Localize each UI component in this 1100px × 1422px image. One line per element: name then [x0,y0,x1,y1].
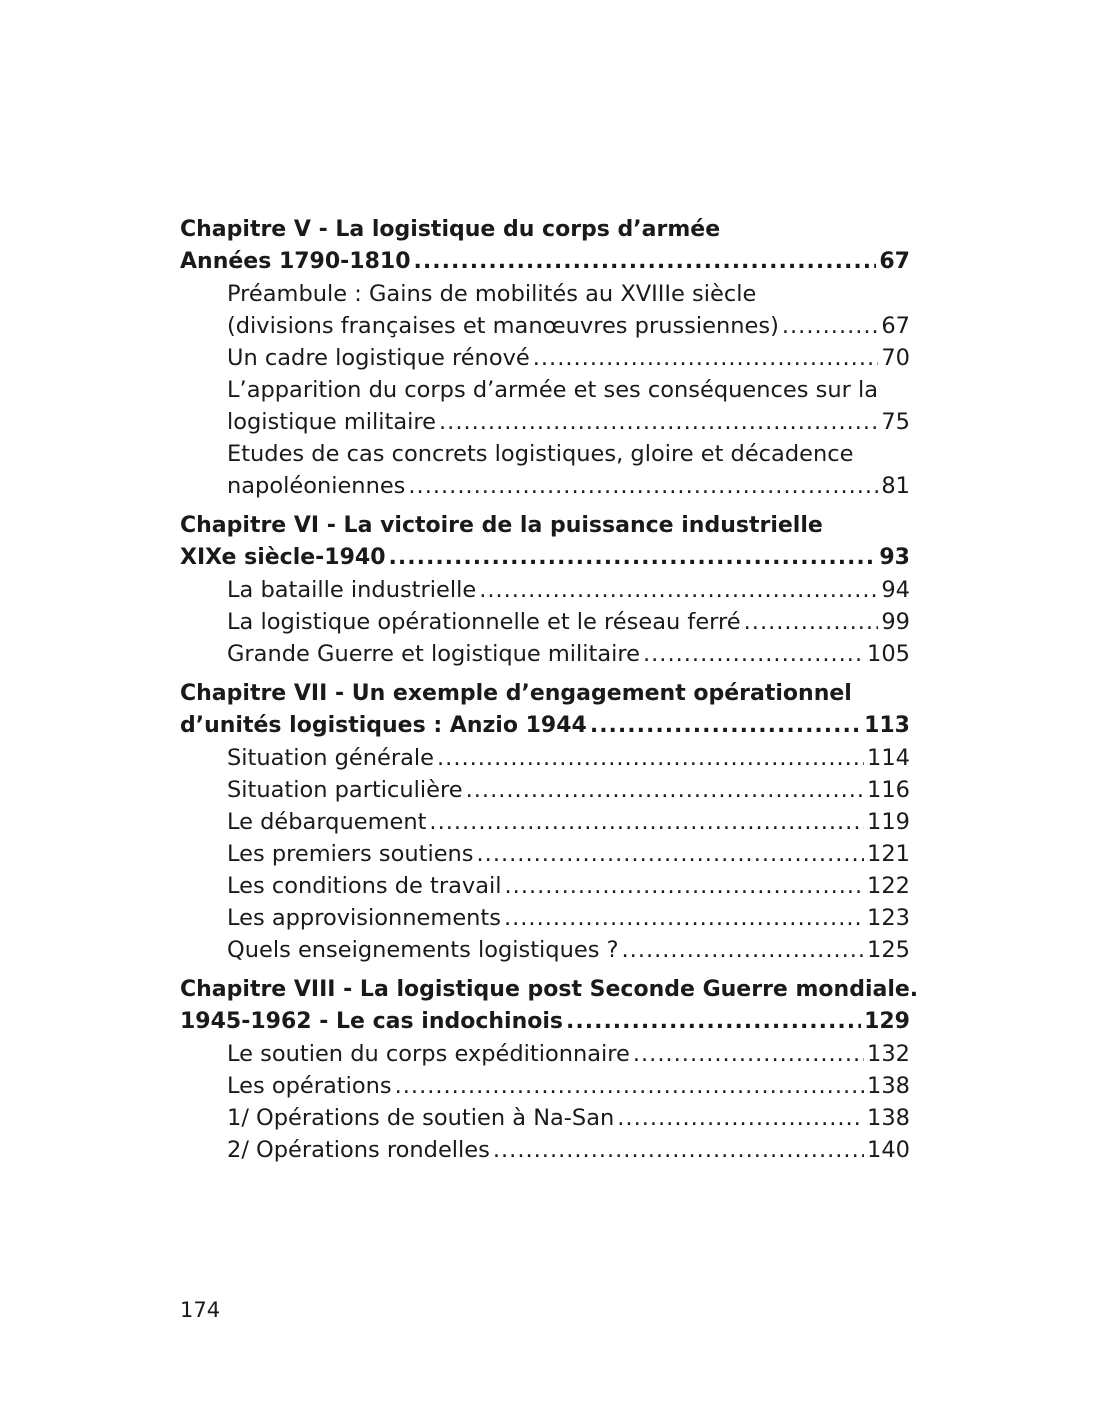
chapter-title-line: Chapitre V - La logistique du corps d’armée [180,217,721,242]
chapter-entry-label: 1945-1962 - Le cas indochinois [180,1009,564,1034]
chapter-heading [180,974,919,1038]
chapter-title-line: Chapitre VII - Un exemple d’engagement opérationnel [180,681,852,706]
dot-leader [466,774,864,806]
section-entry[interactable] [180,342,910,374]
dot-leader [437,742,864,774]
chapter-block [180,510,910,670]
section-entry-page: 70 [881,345,910,371]
dot-leader [633,1038,864,1070]
section-entry-page: 75 [881,409,910,435]
section-entry[interactable] [180,470,910,502]
section-entry-label: Situation générale [227,745,435,771]
section-entry-label: 1/ Opérations de soutien à Na-San [227,1105,615,1131]
section-entry-page: 138 [867,1105,910,1131]
chapter-entry[interactable] [180,542,910,574]
dot-leader [617,1102,864,1134]
chapter-entry[interactable] [180,710,910,742]
section-title-line: L’apparition du corps d’armée et ses conséquences sur la [227,377,879,403]
chapter-block [180,974,919,1166]
section-entry-page: 122 [867,873,910,899]
dot-leader [429,806,864,838]
dot-leader [782,310,878,342]
chapter-entry-page: 93 [879,545,910,570]
dot-leader [414,246,877,278]
chapter-block [180,678,910,966]
section-entry-page: 81 [881,473,910,499]
section-entry-label: Grande Guerre et logistique militaire [227,641,640,667]
section-entry-label: La logistique opérationnelle et le réseau ferré [227,609,741,635]
section-entry[interactable] [180,1102,910,1134]
section-entry-page: 125 [867,937,910,963]
section-entry-label: 2/ Opérations rondelles [227,1137,490,1163]
chapter-entry-page: 67 [879,249,910,274]
section-entry-page: 99 [881,609,910,635]
section-entry[interactable] [180,1134,910,1166]
section-entry-page: 138 [867,1073,910,1099]
chapter-heading [180,214,910,278]
section-entry-label: Les approvisionnements [227,905,501,931]
section-title-line: Préambule : Gains de mobilités au XVIIIe siècle [227,281,757,307]
dot-leader [533,342,879,374]
dot-leader [477,838,865,870]
section-entry-label: Les conditions de travail [227,873,502,899]
section-entry[interactable] [180,870,910,902]
dot-leader [395,1070,864,1102]
chapter-entry[interactable] [180,246,910,278]
section-entry[interactable] [180,902,910,934]
section-entry-page: 123 [867,905,910,931]
section-entry-label: (divisions françaises et manœuvres prussiennes) [227,313,779,339]
section-entry-page: 116 [867,777,910,803]
dot-leader [504,902,864,934]
section-entry-label: Les premiers soutiens [227,841,474,867]
chapter-block [180,214,910,502]
section-entry-label: Le soutien du corps expéditionnaire [227,1041,630,1067]
chapter-entry-page: 129 [864,1009,910,1034]
section-entry-page: 140 [867,1137,910,1163]
section-entry-label: Le débarquement [227,809,427,835]
section-entry-label: Situation particulière [227,777,463,803]
section-entry-label: logistique militaire [227,409,437,435]
section-entry[interactable] [180,574,910,606]
dot-leader [643,638,864,670]
dot-leader [439,406,878,438]
chapter-heading [180,678,910,742]
section-entry[interactable] [180,934,910,966]
section-entry[interactable] [180,838,910,870]
dot-leader [479,574,878,606]
section-title-line: Etudes de cas concrets logistiques, gloire et décadence [227,441,854,467]
chapter-entry-label: XIXe siècle-1940 [180,545,386,570]
section-entry[interactable] [180,638,910,670]
section-entry[interactable] [180,742,910,774]
dot-leader [744,606,879,638]
chapter-entry-label: d’unités logistiques : Anzio 1944 [180,713,587,738]
section-entry-label: Un cadre logistique rénové [227,345,530,371]
dot-leader [566,1006,861,1038]
section-entry[interactable] [180,774,910,806]
section-entry-page: 114 [867,745,910,771]
section-entry[interactable] [180,1038,910,1070]
section-entry-label: La bataille industrielle [227,577,477,603]
section-entry-page: 119 [867,809,910,835]
section-entry-page: 94 [881,577,910,603]
section-entry-label: napoléoniennes [227,473,406,499]
chapter-title-line: Chapitre VI - La victoire de la puissance industrielle [180,513,823,538]
dot-leader [493,1134,864,1166]
dot-leader [590,710,861,742]
chapter-entry[interactable] [180,1006,910,1038]
chapter-heading [180,510,910,574]
section-entry[interactable] [180,310,910,342]
section-entry[interactable] [180,606,910,638]
section-entry-page: 105 [867,641,910,667]
dot-leader [408,470,878,502]
dot-leader [389,542,877,574]
section-entry[interactable] [180,1070,910,1102]
section-entry-label: Les opérations [227,1073,392,1099]
dot-leader [505,870,865,902]
section-entry-page: 67 [881,313,910,339]
chapter-entry-page: 113 [864,713,910,738]
table-of-contents [180,214,919,1166]
section-entry[interactable] [180,806,910,838]
section-entry-page: 132 [867,1041,910,1067]
section-entry-page: 121 [867,841,910,867]
section-entry-label: Quels enseignements logistiques ? [227,937,619,963]
chapter-title-line: Chapitre VIII - La logistique post Seconde Guerre mondiale. [180,977,919,1002]
page-number: 174 [180,1298,221,1322]
dot-leader [622,934,865,966]
chapter-entry-label: Années 1790-1810 [180,249,411,274]
section-entry[interactable] [180,406,910,438]
